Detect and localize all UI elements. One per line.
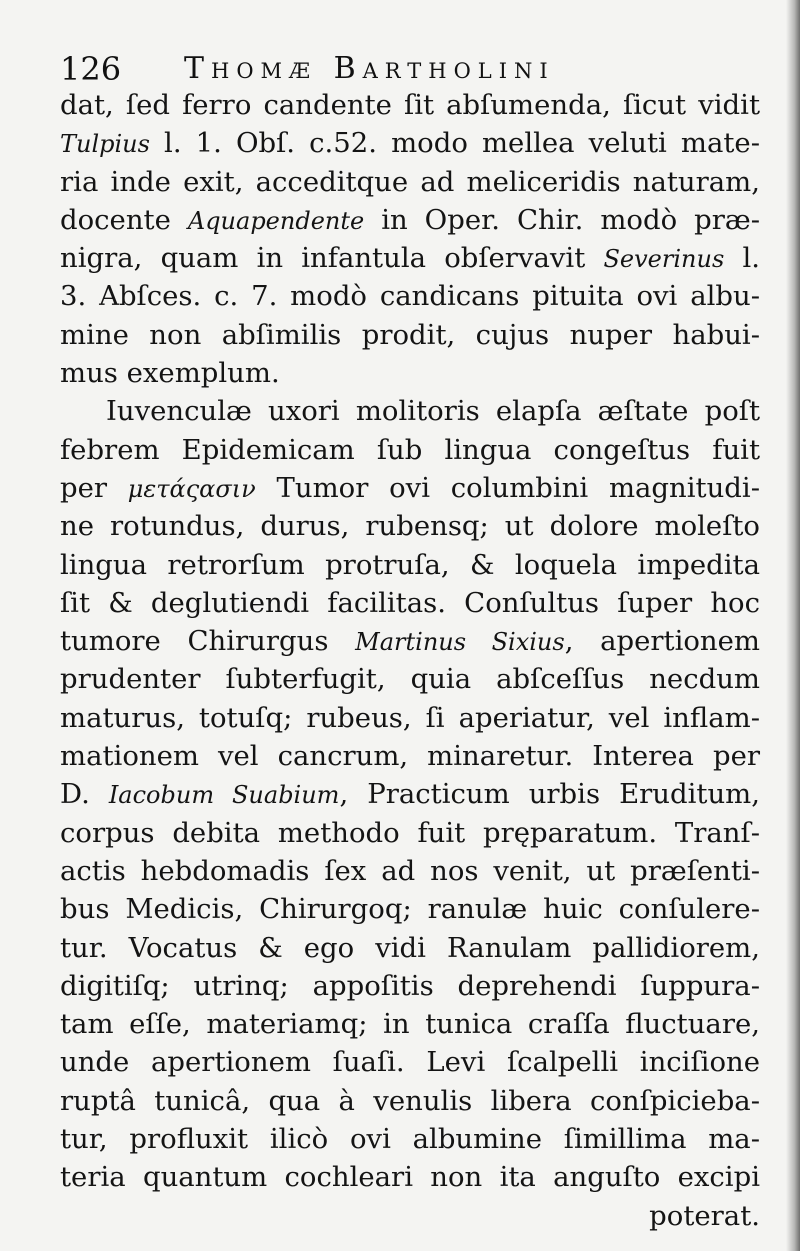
body-text bbox=[60, 86, 760, 1235]
text-line bbox=[60, 546, 760, 584]
text-line bbox=[60, 239, 760, 277]
text-segment: per bbox=[60, 471, 128, 504]
text-line bbox=[60, 1005, 760, 1043]
text-segment: tumore Chirurgus bbox=[60, 625, 356, 658]
text-segment: bus Medicis, Chirurgoq; ranulæ huic conſulere- bbox=[60, 893, 760, 926]
text-segment: ruptâ tunicâ, qua à venulis libera conſpicieba- bbox=[60, 1084, 760, 1117]
text-segment: 3. Abſces. c. 7. modò candicans pituita ovi albu- bbox=[60, 280, 760, 313]
text-line bbox=[60, 1120, 760, 1158]
text-line bbox=[60, 814, 760, 852]
text-line bbox=[60, 163, 760, 201]
text-line bbox=[60, 737, 760, 775]
text-segment: ria inde exit, acceditque ad meliceridis naturam, bbox=[60, 165, 760, 198]
text-line bbox=[60, 1043, 760, 1081]
text-segment: ſit & deglutiendi facilitas. Conſultus ſuper hoc bbox=[60, 586, 760, 619]
text-line bbox=[60, 967, 760, 1005]
text-segment: D. bbox=[60, 778, 109, 811]
text-segment: corpus debita methodo fuit pręparatum. Tranſ- bbox=[60, 816, 760, 849]
text-line bbox=[60, 929, 760, 967]
text-segment: dat, ſed ferro candente ſit abſumenda, ſicut vidit bbox=[60, 89, 760, 121]
text-segment: febrem Epidemicam ſub lingua congeſtus fuit bbox=[60, 433, 760, 466]
text-segment: , apertionem bbox=[564, 625, 760, 658]
text-line bbox=[60, 699, 760, 737]
text-segment: poterat. bbox=[649, 1199, 760, 1232]
text-segment: docente bbox=[60, 203, 188, 236]
text-segment: mine non abſimilis prodit, cujus nuper habui- bbox=[60, 318, 760, 351]
text-segment: Iuvenculæ uxori molitoris elapſa æſtate poſt bbox=[106, 395, 760, 428]
text-segment: mus exemplum. bbox=[60, 357, 280, 390]
text-segment: , Practicum urbis Eruditum, bbox=[339, 778, 760, 811]
text-line bbox=[60, 1082, 760, 1120]
italic-name: Iacobum Suabium bbox=[108, 781, 340, 810]
italic-name: Aquapendente bbox=[187, 206, 365, 235]
text-line bbox=[60, 890, 760, 928]
text-line bbox=[60, 392, 760, 430]
text-segment: teria quantum cochleari non ita anguſto excipi bbox=[60, 1161, 760, 1194]
text-segment: l. 1. Obſ. c.52. modo mellea veluti mate- bbox=[149, 127, 760, 160]
text-segment: unde apertionem ſuaſi. Levi ſcalpelli inciſione bbox=[60, 1046, 760, 1079]
text-line bbox=[60, 124, 760, 162]
text-segment: digitiſq; utrinq; appoſitis deprehendi ſuppura- bbox=[60, 969, 760, 1002]
text-segment: prudenter ſubterfugit, quia abſceſſus necdum bbox=[60, 663, 760, 696]
text-line bbox=[60, 431, 760, 469]
text-line bbox=[60, 316, 760, 354]
text-segment: tur. Vocatus & ego vidi Ranulam pallidiorem, bbox=[60, 931, 760, 964]
text-line bbox=[60, 277, 760, 315]
text-segment: nigra, quam in infantula obſervavit bbox=[60, 242, 604, 275]
text-segment: mationem vel cancrum, minaretur. Interea per bbox=[60, 740, 760, 773]
page-number: 126 bbox=[60, 50, 122, 88]
text-line bbox=[60, 584, 760, 622]
italic-name: Severinus bbox=[603, 245, 725, 274]
text-segment: ne rotundus, durus, rubensq; ut dolore moleſto bbox=[60, 510, 760, 543]
text-line bbox=[60, 1197, 760, 1235]
text-segment: tur, profluxit ilicò ovi albumine ſimillima ma- bbox=[60, 1123, 760, 1156]
text-line bbox=[60, 1158, 760, 1196]
text-line bbox=[60, 201, 760, 239]
text-segment: l. bbox=[724, 242, 760, 275]
text-segment: actis hebdomadis ſex ad nos venit, ut præſenti- bbox=[60, 854, 760, 887]
italic-name: Martinus Sixius bbox=[355, 628, 565, 657]
text-line bbox=[60, 775, 760, 813]
text-segment: Tumor ovi columbini magnitudi- bbox=[255, 471, 760, 504]
text-line bbox=[60, 852, 760, 890]
text-segment: maturus, totuſq; rubeus, ſi aperiatur, vel inflam- bbox=[60, 701, 760, 734]
text-line bbox=[60, 469, 760, 507]
greek-word: μετάςασιν bbox=[127, 474, 256, 503]
text-line bbox=[60, 86, 760, 124]
running-head: Thomæ Bartholini bbox=[184, 51, 555, 86]
text-line bbox=[60, 660, 760, 698]
text-line bbox=[60, 354, 760, 392]
text-segment: lingua retrorſum protruſa, & loquela impedita bbox=[60, 548, 760, 581]
page-edge-shadow bbox=[786, 0, 800, 1251]
text-segment: in Oper. Chir. modò præ- bbox=[364, 203, 760, 236]
italic-name: Tulpius bbox=[60, 130, 150, 159]
text-segment: tam eſſe, materiamq; in tunica craſſa fluctuare, bbox=[60, 1008, 760, 1041]
text-line bbox=[60, 507, 760, 545]
text-line bbox=[60, 622, 760, 660]
